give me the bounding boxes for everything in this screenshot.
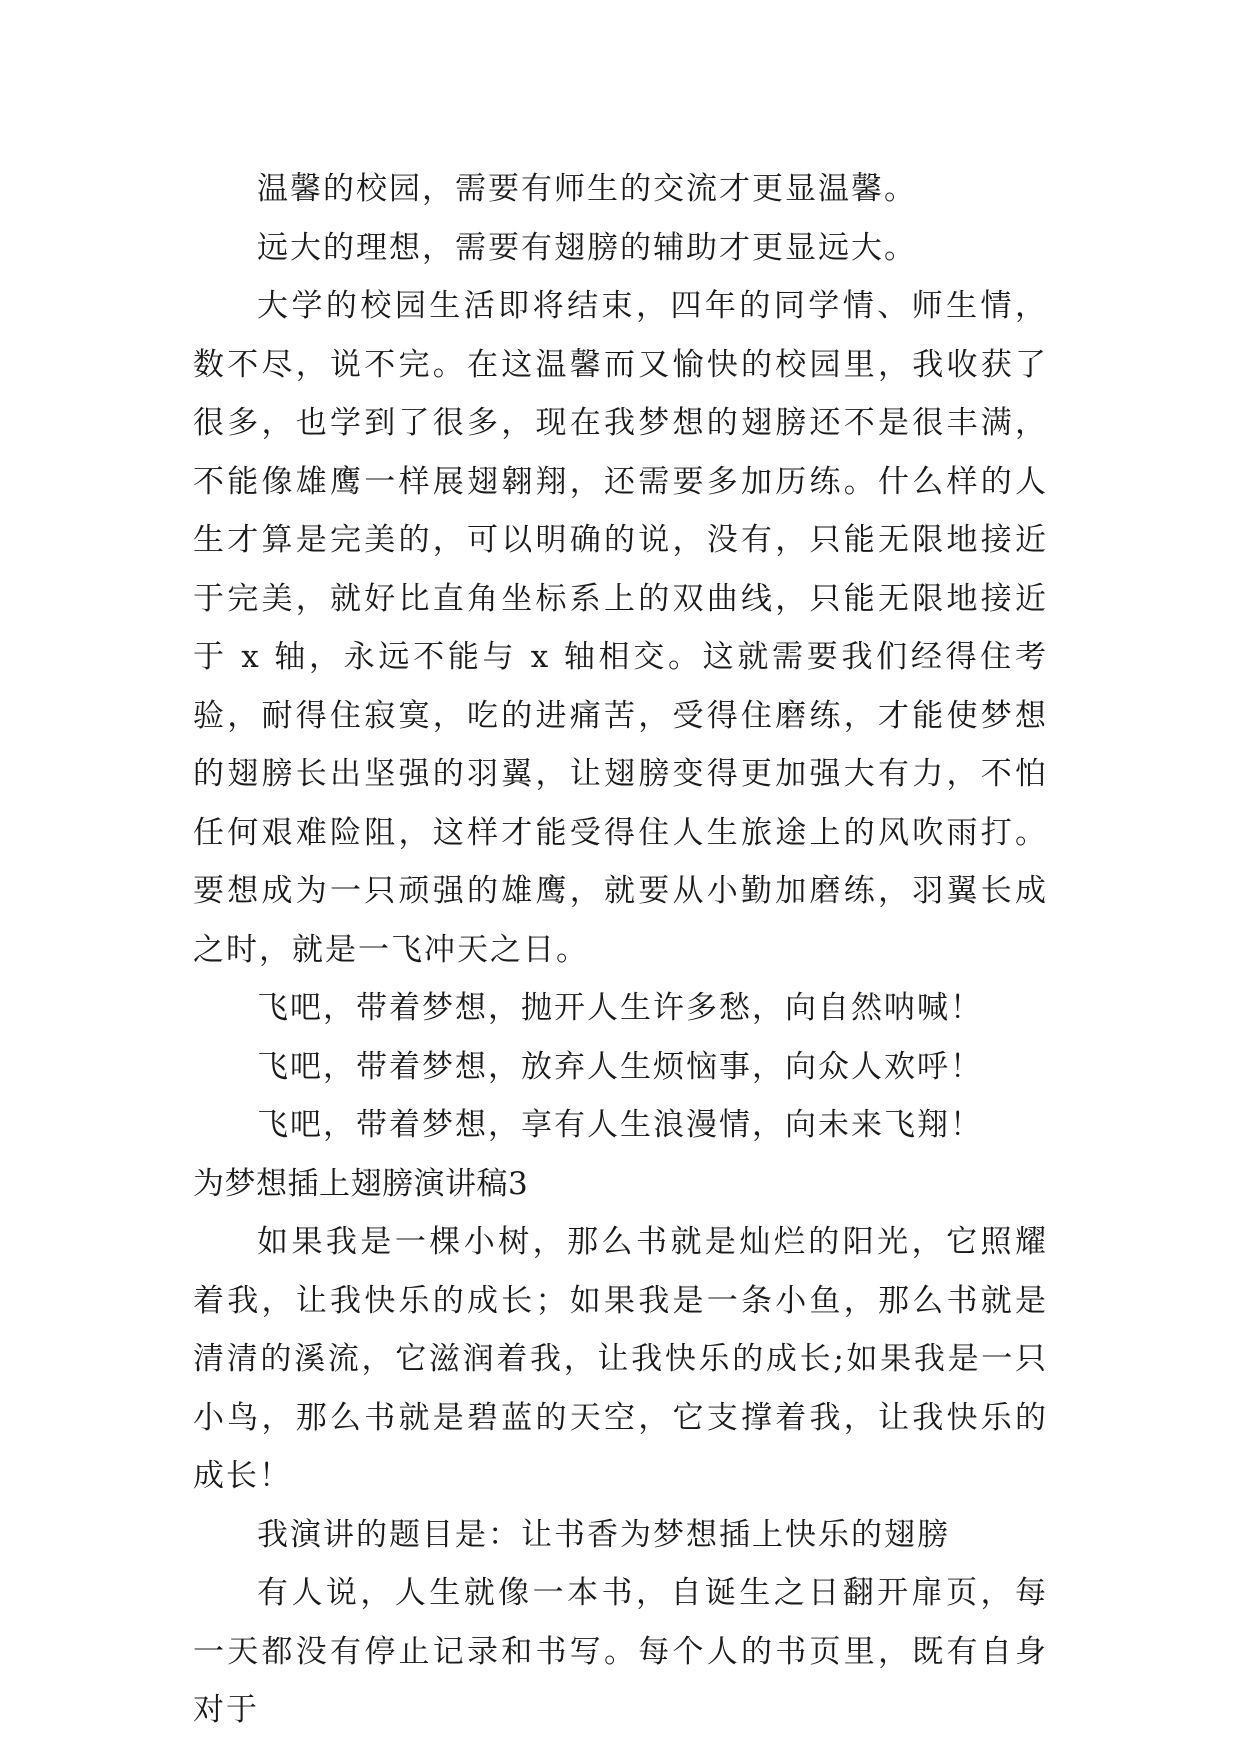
section-heading: 为梦想插上翅膀演讲稿3 — [193, 1165, 529, 1202]
paragraph-1: 温馨的校园，需要有师生的交流才更显温馨。 — [257, 171, 917, 207]
paragraph-3: 大学的校园生活即将结束，四年的同学情、师生情，数不尽，说不完。在这温馨而又愉快的校园里，我收获了很多，也学到了很多，现在我梦想的翅膀还不是很丰满，不能像雄鹰一样展翅翱翔，还需要多加历练。什么样的人生才算是完美的，可以明确的说，没有，只能无限地接近于完美，就好比直角坐标系上的双曲线，只能无限地接近于 x 轴，永远不能与 x 轴相交。这就需要我们经得住考验，耐得住寂寞，吃的进痛苦，受得住磨练，才能使梦想的翅膀长出坚强的羽翼，让翅膀变得更加强大有力，不怕任何艰难险阻，这样才能受得住人生旅途上的风吹雨打。要想成为一只顽强的雄鹰，就要从小勤加磨练，羽翼长成之时，就是一飞冲天之日。 — [193, 288, 1048, 968]
paragraph-4: 飞吧，带着梦想，抛开人生许多愁，向自然呐喊！ — [257, 990, 983, 1026]
paragraph-6: 飞吧，带着梦想，享有人生浪漫情，向未来飞翔！ — [257, 1107, 983, 1143]
paragraph-2: 远大的理想，需要有翅膀的辅助才更显远大。 — [257, 229, 917, 266]
paragraph-7: 如果我是一棵小树，那么书就是灿烂的阳光，它照耀着我，让我快乐的成长；如果我是一条小鱼，那么书就是清清的溪流，它滋润着我，让我快乐的成长;如果我是一只小鸟，那么书就是碧蓝的天空，它支撑着我，让我快乐的成长！ — [193, 1224, 1048, 1494]
document-body — [193, 160, 1048, 1740]
paragraph-8: 我演讲的题目是：让书香为梦想插上快乐的翅膀 — [257, 1516, 950, 1553]
paragraph-9: 有人说，人生就像一本书，自诞生之日翻开扉页，每一天都没有停止记录和书写。每个人的书页里，既有自身对于 — [193, 1575, 1048, 1728]
paragraph-5: 飞吧，带着梦想，放弃人生烦恼事，向众人欢呼！ — [257, 1048, 983, 1085]
